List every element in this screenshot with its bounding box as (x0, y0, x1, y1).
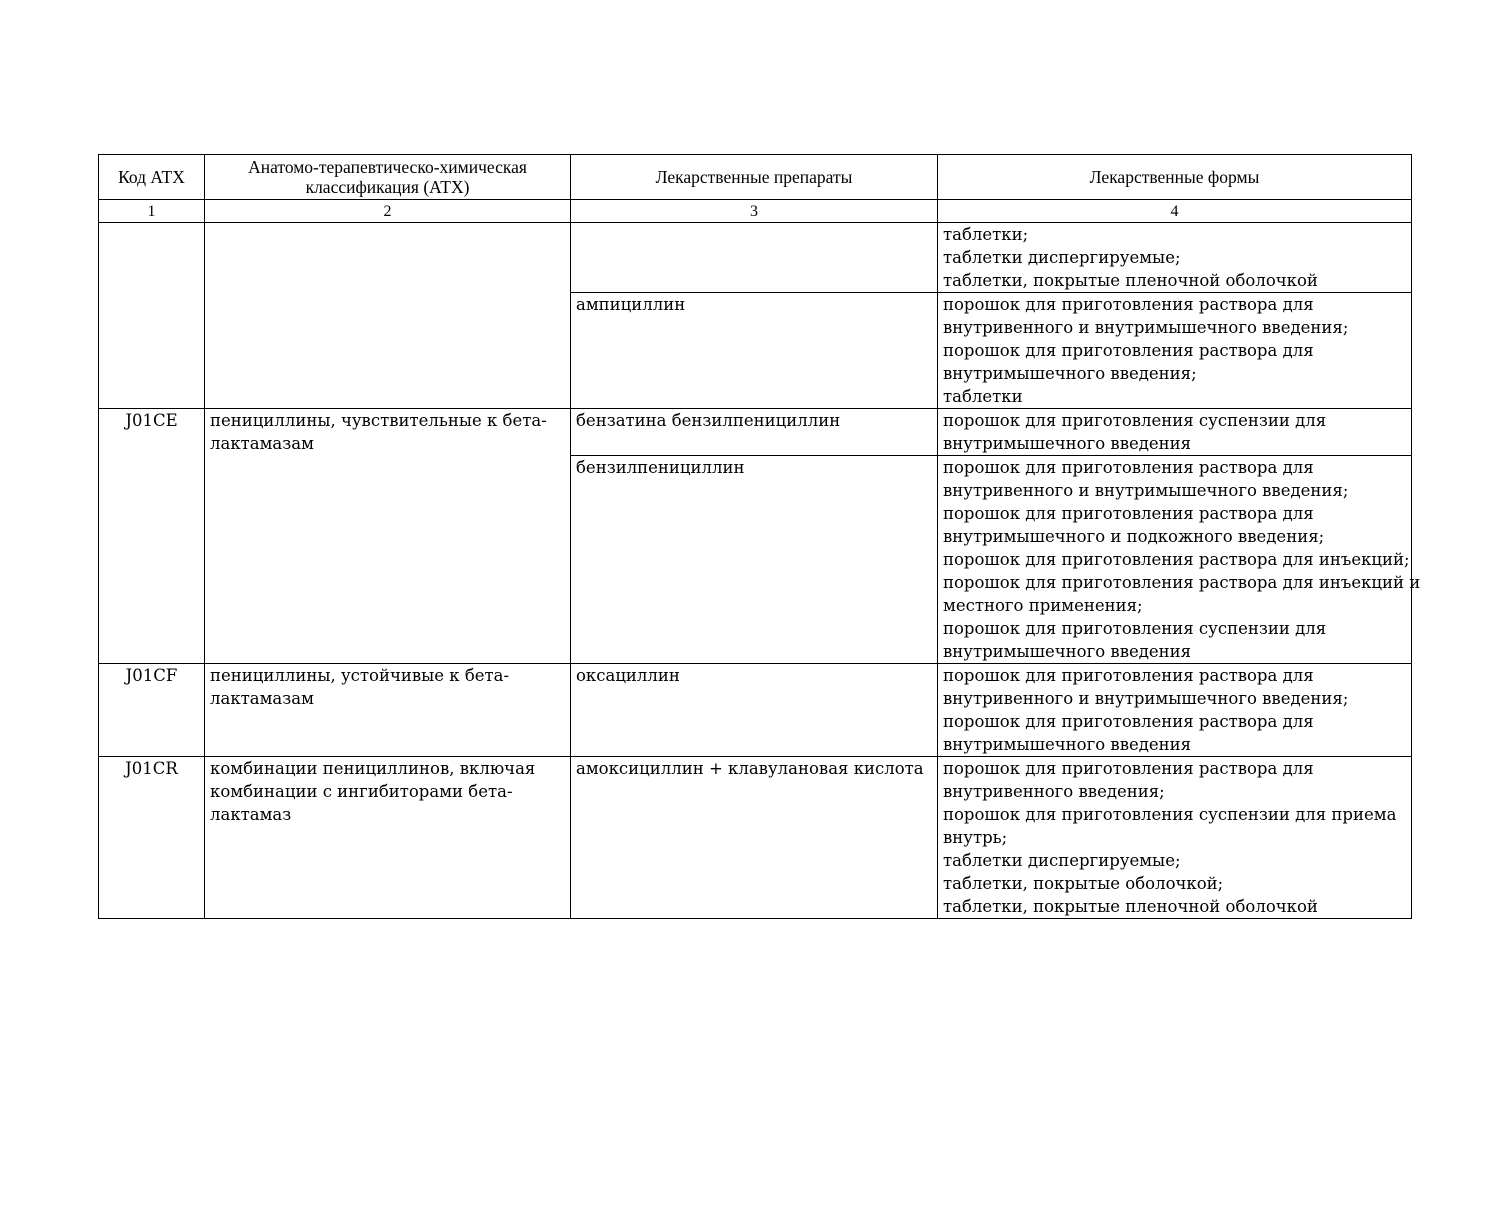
drug-name-cell: ампициллин (571, 293, 938, 409)
atx-code-cell: J01CF (99, 664, 205, 757)
drug-name-cell: бензилпенициллин (571, 456, 938, 664)
atx-code-cell (99, 223, 205, 409)
dosage-form-line: внутримышечного введения; (943, 364, 1197, 383)
dosage-form-line: порошок для приготовления раствора для (943, 458, 1314, 477)
classification-line: пенициллины, чувствительные к бета- (210, 411, 547, 430)
column-number: 3 (571, 200, 938, 223)
classification-line: лактамаз (210, 805, 292, 824)
classification-line: лактамазам (210, 689, 314, 708)
dosage-form-line: таблетки; (943, 225, 1029, 244)
atx-classification-cell (205, 664, 571, 757)
dosage-form-line: порошок для приготовления суспензии для (943, 619, 1327, 638)
dosage-form-line: внутривенного и внутримышечного введения; (943, 689, 1349, 708)
drug-name-cell: бензатина бензилпенициллин (571, 409, 938, 456)
dosage-form-line: порошок для приготовления суспензии для приема (943, 805, 1397, 824)
atx-classification-cell (205, 409, 571, 664)
dosage-forms-cell (938, 409, 1412, 456)
dosage-form-line: внутрь; (943, 828, 1008, 847)
drug-table (98, 154, 1421, 919)
dosage-forms-cell (938, 223, 1412, 293)
classification-line: комбинации с ингибиторами бета- (210, 782, 513, 801)
dosage-form-line: порошок для приготовления раствора для (943, 759, 1314, 778)
dosage-form-line: внутримышечного введения (943, 642, 1192, 661)
dosage-forms-cell (938, 664, 1412, 757)
classification-line: лактамазам (210, 434, 314, 453)
classification-line: пенициллины, устойчивые к бета- (210, 666, 510, 685)
dosage-form-line: таблетки диспергируемые; (943, 851, 1181, 870)
dosage-form-line: таблетки, покрытые оболочкой; (943, 874, 1224, 893)
dosage-form-line: порошок для приготовления раствора для (943, 295, 1314, 314)
dosage-form-line: порошок для приготовления суспензии для (943, 411, 1327, 430)
column-number-row (99, 200, 1412, 223)
dosage-form-line: местного применения; (943, 596, 1143, 615)
column-number: 1 (99, 200, 205, 223)
header-drugs: Лекарственные препараты (571, 155, 938, 200)
atx-code-cell: J01CR (99, 757, 205, 919)
dosage-form-line: порошок для приготовления раствора для инъекций и (943, 573, 1421, 592)
dosage-form-line: внутримышечного введения (943, 434, 1192, 453)
table-row (99, 223, 1412, 293)
column-number: 4 (938, 200, 1412, 223)
atx-code-cell: J01CE (99, 409, 205, 664)
table-row (99, 757, 1412, 919)
dosage-form-line: таблетки диспергируемые; (943, 248, 1181, 267)
dosage-form-line: внутривенного и внутримышечного введения; (943, 318, 1349, 337)
dosage-form-line: таблетки, покрытые пленочной оболочкой (943, 897, 1318, 916)
header-row (99, 155, 1412, 200)
dosage-form-line: внутримышечного введения (943, 735, 1192, 754)
dosage-form-line: порошок для приготовления раствора для (943, 504, 1314, 523)
dosage-form-line: внутримышечного и подкожного введения; (943, 527, 1325, 546)
header-atx-classification (205, 155, 571, 200)
classification-line: комбинации пенициллинов, включая (210, 759, 536, 778)
atx-classification-cell (205, 223, 571, 409)
atx-classification-cell (205, 757, 571, 919)
dosage-form-line: таблетки, покрытые пленочной оболочкой (943, 271, 1318, 290)
table-row (99, 409, 1412, 456)
table-body (99, 223, 1421, 919)
dosage-forms-cell (938, 757, 1412, 919)
column-number: 2 (205, 200, 571, 223)
header-forms: Лекарственные формы (938, 155, 1412, 200)
drug-name-cell (571, 223, 938, 293)
dosage-form-line: порошок для приготовления раствора для (943, 712, 1314, 731)
header-line: классификация (АТХ) (305, 177, 470, 197)
header-line: Анатомо-терапевтическо-химическая (248, 157, 527, 177)
drug-name-cell: оксациллин (571, 664, 938, 757)
header-atx-code: Код АТХ (99, 155, 205, 200)
dosage-form-line: порошок для приготовления раствора для (943, 666, 1314, 685)
drug-name-cell: амоксициллин + клавулановая кислота (571, 757, 938, 919)
dosage-form-line: таблетки (943, 387, 1023, 406)
dosage-form-line: внутривенного и внутримышечного введения; (943, 481, 1349, 500)
dosage-forms-cell (938, 293, 1412, 409)
dosage-form-line: порошок для приготовления раствора для (943, 341, 1314, 360)
dosage-form-line: порошок для приготовления раствора для инъекций; (943, 550, 1410, 569)
table-row (99, 664, 1412, 757)
dosage-form-line: внутривенного введения; (943, 782, 1165, 801)
dosage-forms-cell (938, 456, 1421, 664)
